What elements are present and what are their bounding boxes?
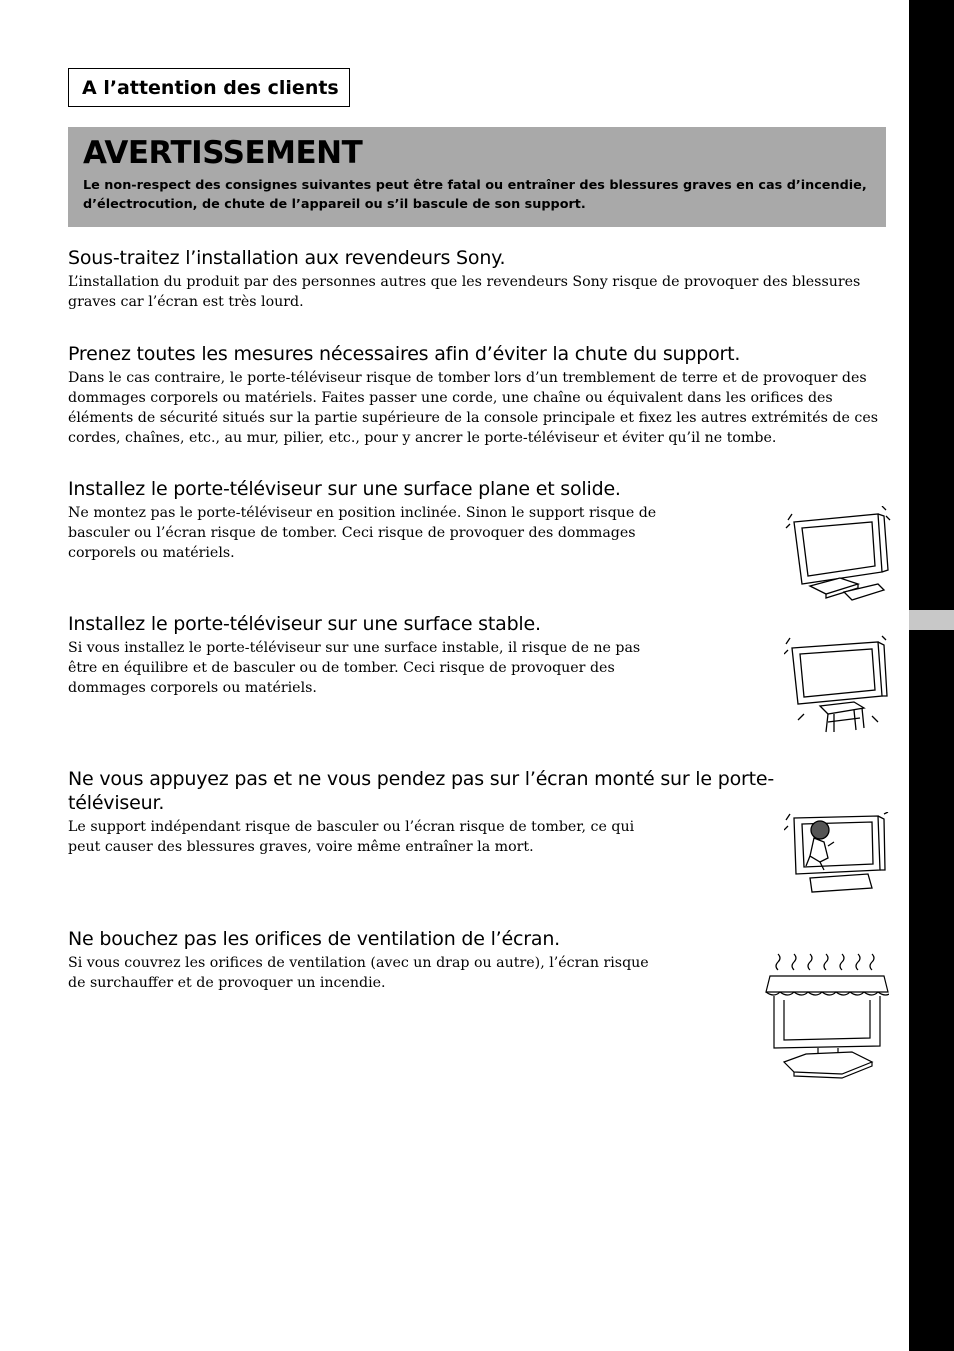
section-heading: Prenez toutes les mesures nécessaires afin d’éviter la chute du support. bbox=[68, 343, 741, 365]
warning-box bbox=[68, 127, 886, 227]
tilted-tv-illustration bbox=[782, 506, 892, 602]
section-installation-sony bbox=[68, 246, 868, 312]
warning-title: AVERTISSEMENT bbox=[83, 135, 363, 171]
section-do-not-hang bbox=[68, 767, 858, 857]
child-hanging-tv-illustration bbox=[784, 812, 889, 902]
section-body: Le support indépendant risque de basculer ou l’écran risque de tomber, ce qui peut causer des blessures graves, voire même entraîner la mort. bbox=[68, 819, 635, 855]
audience-label-box: A l’attention des clients bbox=[68, 68, 350, 107]
warning-text: Le non-respect des consignes suivantes peut être fatal ou entraîner des blessures graves en cas d’incendie, d’électrocution, de chute de l’appareil ou s’il bascule de son support. bbox=[83, 178, 867, 212]
section-heading: Ne bouchez pas les orifices de ventilation de l’écran. bbox=[68, 928, 560, 950]
section-body: L’installation du produit par des personnes autres que les revendeurs Sony risque de provoquer des blessures graves car l’écran est très lourd. bbox=[68, 274, 861, 310]
section-stable-surface bbox=[68, 612, 868, 698]
section-flat-surface bbox=[68, 477, 868, 563]
covered-vents-tv-illustration bbox=[764, 952, 889, 1080]
section-prevent-fall bbox=[68, 342, 883, 448]
section-body: Si vous installez le porte-téléviseur sur une surface instable, il risque de ne pas être en équilibre et de basculer ou de tomber. Ceci risque de provoquer des dommages corporels ou matériels. bbox=[68, 640, 641, 696]
section-heading: Installez le porte-téléviseur sur une surface plane et solide. bbox=[68, 478, 621, 500]
section-body: Si vous couvrez les orifices de ventilation (avec un drap ou autre), l’écran risque de surchauffer et de provoquer un incendie. bbox=[68, 955, 649, 991]
section-heading: Ne vous appuyez pas et ne vous pendez pas sur l’écran monté sur le porte-téléviseur. bbox=[68, 768, 775, 814]
unstable-stool-tv-illustration bbox=[784, 634, 889, 734]
section-body: Dans le cas contraire, le porte-téléviseur risque de tomber lors d’un tremblement de terre et de provoquer des dommages corporels ou matériels. Faites passer une corde, une chaîne ou équivalent dans les orifices des éléments de sécurité situés sur la partie supérieure de la console principale et fixez les autres extrémités de ces cordes, chaînes, etc., au mur, pilier, etc., pour y ancrer le porte-téléviseur et éviter qu’il ne tombe. bbox=[68, 370, 879, 446]
side-thumb-tab bbox=[909, 610, 954, 630]
section-body: Ne montez pas le porte-téléviseur en position inclinée. Sinon le support risque de basculer ou l’écran risque de tomber. Ceci risque de provoquer des dommages corporels ou matériels. bbox=[68, 505, 657, 561]
section-ventilation bbox=[68, 927, 868, 993]
section-heading: Sous-traitez l’installation aux revendeurs Sony. bbox=[68, 247, 506, 269]
section-heading: Installez le porte-téléviseur sur une surface stable. bbox=[68, 613, 541, 635]
side-thumb-bar bbox=[909, 0, 954, 1351]
